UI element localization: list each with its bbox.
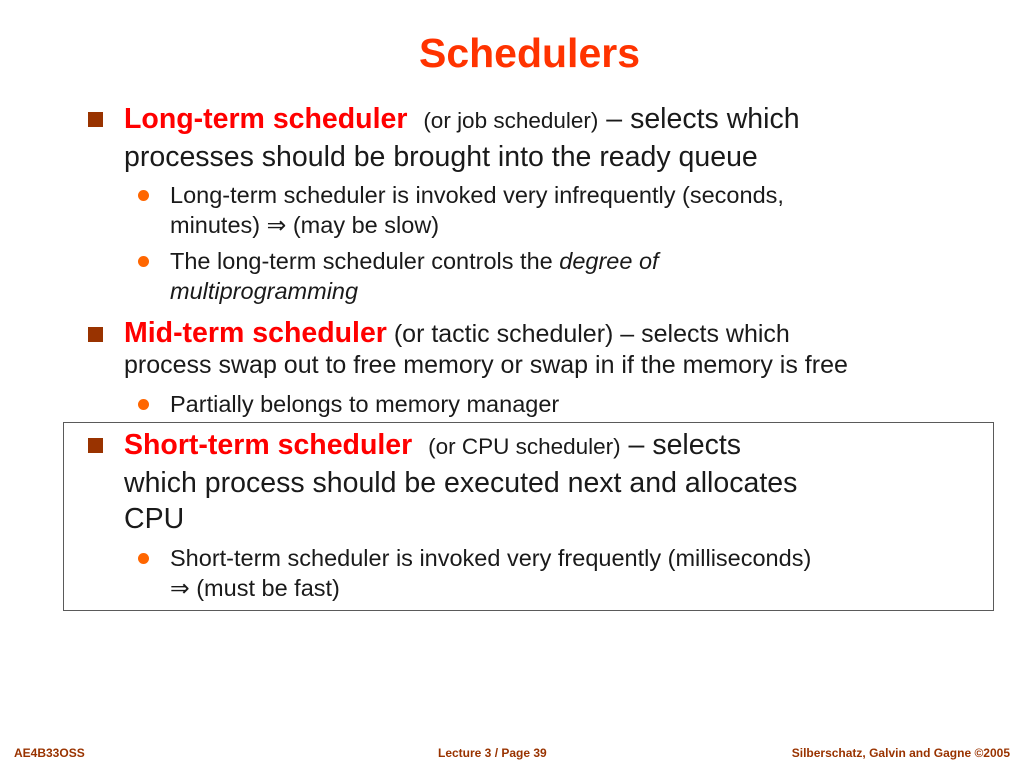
bullet-text: [124, 101, 968, 175]
sub-bullet-line1: Short-term scheduler is invoked very frequently (milliseconds): [170, 545, 812, 571]
bullet-heading: Short-term scheduler: [124, 429, 413, 461]
sub-bullet-line2: ⇒ (must be fast): [170, 575, 340, 601]
bullet-rest-line2: process swap out to free memory or swap in if the memory is free: [124, 351, 848, 379]
sub-bullet-line1: Long-term scheduler is invoked very infrequently (seconds,: [170, 182, 784, 208]
sub-bullet-text: [170, 543, 968, 603]
sub-bullet-short-invoked: [88, 543, 968, 603]
bullet-long-term: [88, 101, 968, 175]
sub-bullet-invoked: [88, 180, 968, 240]
bullet-rest-line3: CPU: [124, 503, 185, 535]
sub-bullet-text: [170, 246, 968, 306]
circle-bullet-icon: [138, 553, 149, 564]
bullet-rest: (or tactic scheduler) – selects which: [386, 320, 790, 348]
bullet-rest: – selects: [620, 429, 742, 461]
bullet-rest: – selects which: [598, 103, 800, 135]
square-bullet-icon: [88, 327, 103, 342]
sub-bullet-text: [170, 389, 968, 419]
footer-page-number: Lecture 3 / Page 39: [438, 746, 547, 760]
bullet-paren: (or job scheduler): [423, 108, 599, 133]
sub-bullet-text: [170, 180, 968, 240]
sub-bullet-italic: degree of: [559, 248, 659, 274]
sub-bullet-memory-manager: [88, 389, 968, 419]
footer-course-code: AE4B33OSS: [14, 746, 85, 760]
sub-bullet-degree: [88, 246, 968, 306]
page-title: Schedulers: [418, 30, 641, 76]
bullet-heading: Mid-term scheduler: [124, 317, 387, 349]
sub-bullet-italic-line2: multiprogramming: [170, 278, 359, 304]
footer-copyright: Silberschatz, Galvin and Gagne ©2005: [791, 746, 1010, 760]
square-bullet-icon: [88, 112, 103, 127]
bullet-short-term: [88, 427, 968, 537]
bullet-mid-term: [88, 318, 968, 381]
circle-bullet-icon: [138, 399, 149, 410]
bullet-rest-line2: which process should be executed next and allocates: [124, 467, 798, 499]
bullet-paren: (or CPU scheduler): [428, 434, 621, 459]
square-bullet-icon: [88, 438, 103, 453]
sub-bullet-line1: The long-term scheduler controls the: [170, 248, 560, 274]
circle-bullet-icon: [138, 256, 149, 267]
sub-bullet-line2: minutes) ⇒ (may be slow): [170, 212, 440, 238]
bullet-text: [124, 427, 968, 537]
bullet-rest-line2: processes should be brought into the ready queue: [124, 141, 758, 173]
bullet-text: [124, 318, 968, 381]
sub-bullet-line1: Partially belongs to memory manager: [170, 391, 560, 417]
bullet-heading: Long-term scheduler: [124, 103, 408, 135]
circle-bullet-icon: [138, 190, 149, 201]
